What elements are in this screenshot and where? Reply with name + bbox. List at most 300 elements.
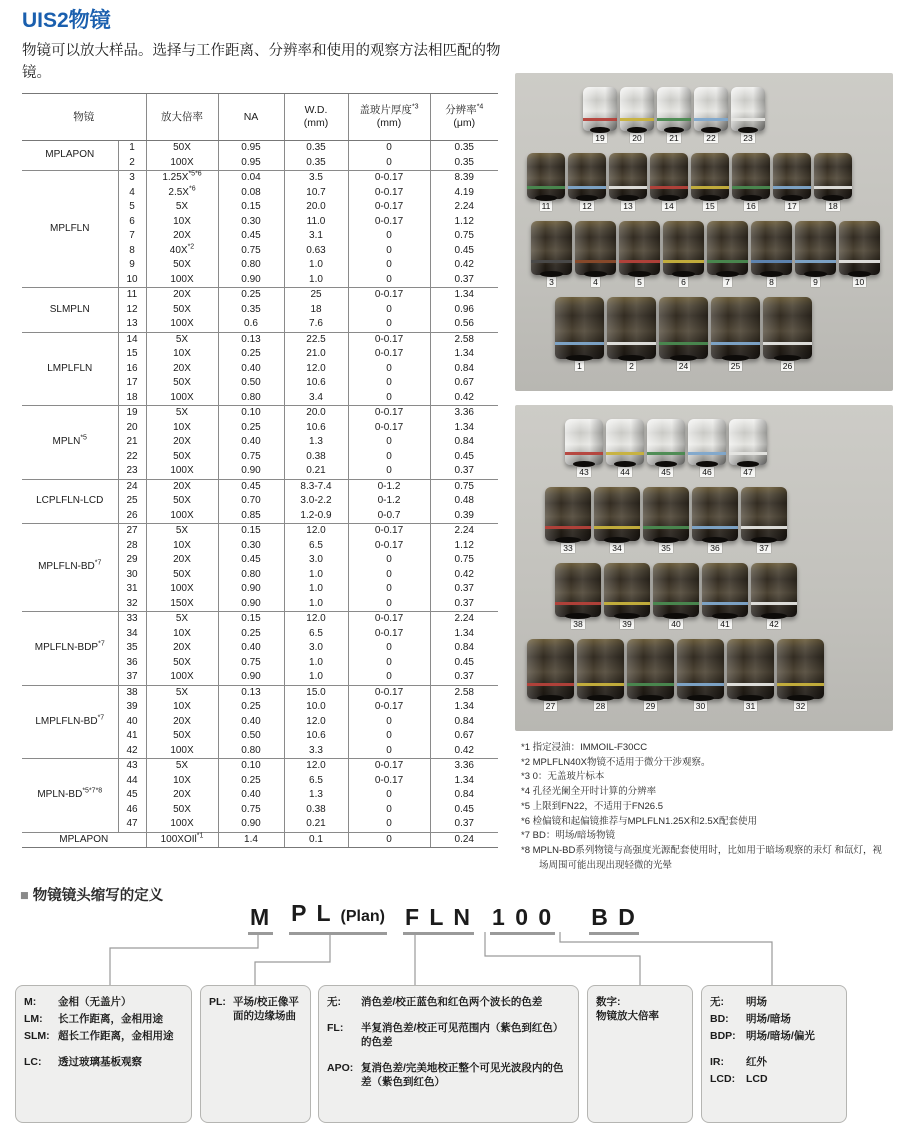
cover-glass-cell: 0-0.17 (348, 171, 430, 186)
cover-glass-cell: 0 (348, 229, 430, 244)
objective-body (707, 221, 748, 275)
objective-number-label: 28 (595, 701, 606, 711)
abbreviation-term: SLM: (24, 1030, 50, 1042)
footnote: *2 MPLFLN40X物镜不适用于微分干涉观察。 (521, 756, 711, 768)
na-cell: 0.40 (218, 788, 284, 803)
cover-glass-cell: 0-0.7 (348, 509, 430, 524)
cover-glass-cell: 0-0.17 (348, 406, 430, 421)
cover-glass-cell: 0 (348, 258, 430, 273)
resolution-cell: 0.37 (430, 582, 498, 597)
resolution-cell: 8.39 (430, 171, 498, 186)
abbreviation-definition: 透过玻璃基板观察 (58, 1056, 142, 1068)
resolution-cell: 1.34 (430, 421, 498, 436)
objective-lens (620, 87, 654, 143)
magnification-cell: 10X (146, 774, 218, 789)
color-band (609, 186, 647, 189)
footnote: *7 BD：明场/暗场物镜 (521, 830, 615, 842)
objective-number-label: 46 (702, 467, 712, 477)
wd-cell: 3.3 (284, 744, 348, 759)
objective-lens (795, 221, 836, 287)
magnification-cell: 50X (146, 450, 218, 465)
objective-lens (619, 221, 660, 287)
wd-cell: 20.0 (284, 200, 348, 215)
objective-lens (575, 221, 616, 287)
na-cell: 0.08 (218, 186, 284, 201)
wd-cell: 10.6 (284, 376, 348, 391)
row-number: 47 (118, 817, 146, 832)
objective-group-name: MPLFLN (22, 171, 118, 288)
color-band (627, 683, 674, 686)
footnotes-list (521, 741, 887, 873)
magnification-cell: 100X (146, 509, 218, 524)
table-row (22, 759, 498, 774)
objective-number-label: 30 (695, 701, 706, 711)
resolution-cell: 2.58 (430, 332, 498, 347)
resolution-cell: 0.37 (430, 670, 498, 685)
objective-number-label: 23 (743, 133, 753, 143)
abbreviation-definition: 半复消色差/校正可见范围内（紫色到红色）的色差 (361, 1022, 564, 1048)
magnification-cell: 20X (146, 362, 218, 377)
cover-glass-cell: 0-0.17 (348, 200, 430, 215)
resolution-cell: 0.37 (430, 597, 498, 612)
objective-number-label: 5 (637, 277, 642, 287)
objective-lens (606, 419, 644, 477)
magnification-cell: 50X (146, 494, 218, 509)
row-number: 14 (118, 332, 146, 347)
objective-number-label: 6 (681, 277, 686, 287)
table-header-row (22, 94, 498, 141)
resolution-cell: 0.48 (430, 494, 498, 509)
resolution-cell: 0.37 (430, 464, 498, 479)
row-number: 7 (118, 229, 146, 244)
color-band (575, 260, 616, 263)
objective-lens (657, 87, 691, 143)
objective-body (555, 297, 604, 359)
abbreviation-box (200, 985, 311, 1123)
objective-lens (773, 153, 811, 211)
objective-number-label: 9 (813, 277, 818, 287)
right-column (515, 73, 893, 873)
objective-body (795, 221, 836, 275)
abbreviation-box (587, 985, 693, 1123)
row-number: 28 (118, 539, 146, 554)
magnification-cell: 20X (146, 229, 218, 244)
cover-glass-cell: 0-0.17 (348, 539, 430, 554)
resolution-cell: 0.35 (430, 141, 498, 156)
code-segment: 1 0 0 (490, 904, 555, 935)
objective-group-name: MPLFLN-BD$^{*7}$ (22, 524, 118, 612)
row-number: 23 (118, 464, 146, 479)
objective-lens (751, 221, 792, 287)
cover-glass-cell: 0 (348, 788, 430, 803)
objective-body (606, 419, 644, 465)
objective-body (727, 639, 774, 699)
magnification-cell: 10X (146, 700, 218, 715)
resolution-cell: 0.39 (430, 509, 498, 524)
objective-lens (545, 487, 591, 553)
color-band (653, 602, 699, 605)
objective-number-label: 33 (563, 543, 573, 553)
abbreviation-heading: ■ 物镜镜头缩写的定义 (20, 888, 164, 904)
objective-number-label: 45 (661, 467, 671, 477)
row-number: 18 (118, 391, 146, 406)
color-band (545, 526, 591, 529)
objective-body (620, 87, 654, 131)
wd-cell: 1.0 (284, 670, 348, 685)
row-number: 17 (118, 376, 146, 391)
color-band (657, 118, 691, 121)
row-number: 38 (118, 685, 146, 700)
objective-number-label: 11 (541, 201, 551, 211)
wd-cell: 1.0 (284, 582, 348, 597)
row-number: 44 (118, 774, 146, 789)
objective-group-name: LMPLFLN-BD$^{*7}$ (22, 685, 118, 759)
connector-lines (0, 932, 900, 986)
magnification-cell: 5X (146, 332, 218, 347)
na-cell: 0.25 (218, 700, 284, 715)
magnification-cell: 10X (146, 627, 218, 642)
wd-cell: 6.5 (284, 774, 348, 789)
cover-glass-cell: 0 (348, 141, 430, 156)
abbreviation-definition: 超长工作距离，金相用途 (58, 1030, 174, 1042)
objective-body (777, 639, 824, 699)
color-band (527, 186, 565, 189)
cover-glass-cell: 0-0.17 (348, 524, 430, 539)
cover-glass-cell: 0 (348, 832, 430, 848)
objectives-photo-bottom (515, 405, 893, 731)
row-number: 9 (118, 258, 146, 273)
na-cell: 0.6 (218, 317, 284, 332)
cover-glass-cell: 0 (348, 303, 430, 318)
color-band (663, 260, 704, 263)
objective-number-label: 26 (782, 361, 793, 371)
color-band (594, 526, 640, 529)
magnification-cell: $40X^{*2}$ (146, 244, 218, 259)
cover-glass-cell: 0-0.17 (348, 215, 430, 230)
objective-body (619, 221, 660, 275)
abbreviation-term: LC: (24, 1056, 42, 1068)
color-band (692, 526, 738, 529)
resolution-cell: 0.84 (430, 715, 498, 730)
objective-body (555, 563, 601, 617)
wd-cell: 1.3 (284, 788, 348, 803)
objective-number-label: 10 (854, 277, 865, 287)
cover-glass-cell: 0 (348, 553, 430, 568)
row-number: 20 (118, 421, 146, 436)
col-header-na: NA (218, 94, 284, 141)
magnification-cell: 20X (146, 435, 218, 450)
wd-cell: 22.5 (284, 332, 348, 347)
abbreviation-entry (24, 995, 183, 1009)
objective-body (732, 153, 770, 199)
objective-number-label: 35 (661, 543, 671, 553)
color-band (839, 260, 880, 263)
objective-body (763, 297, 812, 359)
wd-cell: 1.0 (284, 597, 348, 612)
cover-glass-cell: 0 (348, 597, 430, 612)
objective-lens (527, 639, 574, 711)
abbreviation-definition: 明场/暗场/偏光 (746, 1030, 815, 1042)
magnification-cell: 20X (146, 715, 218, 730)
magnification-cell: 50X (146, 656, 218, 671)
na-cell: 0.13 (218, 685, 284, 700)
objective-lens (568, 153, 606, 211)
objective-body (751, 221, 792, 275)
magnification-cell: 10X (146, 421, 218, 436)
na-cell: 0.75 (218, 656, 284, 671)
magnification-cell: 50X (146, 141, 218, 156)
connector-line (255, 932, 330, 986)
magnification-cell: 50X (146, 729, 218, 744)
objective-body (692, 487, 738, 541)
na-cell: 0.25 (218, 774, 284, 789)
objective-body (839, 221, 880, 275)
color-band (606, 452, 644, 455)
na-cell: 0.13 (218, 332, 284, 347)
cover-glass-cell: 0 (348, 656, 430, 671)
color-band (647, 452, 685, 455)
wd-cell: 1.3 (284, 435, 348, 450)
cover-glass-cell: 0-0.17 (348, 685, 430, 700)
color-band (727, 683, 774, 686)
row-number: 22 (118, 450, 146, 465)
na-cell: 0.10 (218, 759, 284, 774)
abbreviation-entry (327, 1061, 570, 1089)
row-number: 5 (118, 200, 146, 215)
table-row (22, 479, 498, 494)
resolution-cell: 0.67 (430, 729, 498, 744)
na-cell: 0.90 (218, 670, 284, 685)
objective-number-label: 22 (706, 133, 716, 143)
objective-lens (653, 563, 699, 629)
objective-body (711, 297, 760, 359)
objective-lens (741, 487, 787, 553)
magnification-cell: 100X (146, 273, 218, 288)
resolution-cell: 0.84 (430, 362, 498, 377)
objective-body (531, 221, 572, 275)
abbreviation-box (318, 985, 579, 1123)
resolution-cell: 1.34 (430, 288, 498, 303)
col-header-magnification: 放大倍率 (146, 94, 218, 141)
objective-body (659, 297, 708, 359)
objective-lens (691, 153, 729, 211)
row-number: 37 (118, 670, 146, 685)
cover-glass-cell: 0 (348, 744, 430, 759)
abbreviation-term: 无: (710, 996, 724, 1008)
abbreviation-definition: 长工作距离，金相用途 (58, 1013, 163, 1025)
na-cell: 0.45 (218, 479, 284, 494)
magnification-cell: 100X (146, 317, 218, 332)
magnification-cell: 20X (146, 788, 218, 803)
color-band (643, 526, 689, 529)
row-number: 1 (118, 141, 146, 156)
row-number: 11 (118, 288, 146, 303)
color-band (731, 118, 765, 121)
na-cell: 0.45 (218, 229, 284, 244)
abbreviation-entry (327, 995, 570, 1009)
color-band (583, 118, 617, 121)
connector-line (110, 932, 258, 986)
objective-lens (839, 221, 880, 287)
magnification-cell: 100X (146, 156, 218, 171)
wd-cell: 12.0 (284, 362, 348, 377)
wd-cell: 10.6 (284, 729, 348, 744)
objective-code (248, 900, 639, 935)
na-cell: 0.40 (218, 435, 284, 450)
resolution-cell: 0.84 (430, 788, 498, 803)
objective-number-label: 29 (645, 701, 656, 711)
color-band (795, 260, 836, 263)
abbreviation-term: APO: (327, 1062, 354, 1074)
na-cell: 0.70 (218, 494, 284, 509)
objective-lens (594, 487, 640, 553)
row-number: 36 (118, 656, 146, 671)
wd-cell: 1.2-0.9 (284, 509, 348, 524)
na-cell: 0.50 (218, 376, 284, 391)
na-cell: 0.45 (218, 553, 284, 568)
resolution-cell: 2.24 (430, 524, 498, 539)
objective-lens (663, 221, 704, 287)
photo-row (521, 639, 887, 711)
wd-cell: 6.5 (284, 539, 348, 554)
color-band (773, 186, 811, 189)
color-band (729, 452, 767, 455)
na-cell: 0.80 (218, 258, 284, 273)
row-number: 15 (118, 347, 146, 362)
row-number: 19 (118, 406, 146, 421)
row-number: 25 (118, 494, 146, 509)
row-number: 30 (118, 568, 146, 583)
resolution-cell: 0.75 (430, 479, 498, 494)
wd-cell: 0.35 (284, 141, 348, 156)
wd-cell: 10.7 (284, 186, 348, 201)
magnification-cell: 10X (146, 539, 218, 554)
objectives-table-body (22, 141, 498, 848)
abbreviation-entry (24, 1012, 183, 1026)
cover-glass-cell: 0 (348, 641, 430, 656)
objective-lens (731, 87, 765, 143)
cover-glass-cell: 0-0.17 (348, 347, 430, 362)
objective-lens (565, 419, 603, 477)
objective-body (731, 87, 765, 131)
objective-lens (531, 221, 572, 287)
abbreviation-box (15, 985, 192, 1123)
resolution-cell: 0.45 (430, 244, 498, 259)
cover-glass-cell: 0 (348, 803, 430, 818)
color-band (732, 186, 770, 189)
footnote: *5 上限到FN22，不适用于FN26.5 (521, 800, 664, 812)
footnote: *1 指定浸油：IMMOIL-F30CC (521, 742, 648, 753)
resolution-cell: 2.24 (430, 612, 498, 627)
cover-glass-cell: 0 (348, 435, 430, 450)
wd-cell: 0.38 (284, 803, 348, 818)
magnification-cell: 100X (146, 817, 218, 832)
resolution-cell: 0.96 (430, 303, 498, 318)
cover-glass-cell: 0 (348, 670, 430, 685)
resolution-cell: 1.34 (430, 347, 498, 362)
objectives-photo-top (515, 73, 893, 391)
wd-cell: 3.5 (284, 171, 348, 186)
intro-text: 物镜可以放大样品。选择与工作距离、分辨率和使用的观察方法相匹配的物镜。 (22, 43, 501, 82)
wd-cell: 3.4 (284, 391, 348, 406)
row-number: 33 (118, 612, 146, 627)
cover-glass-cell: 0-0.17 (348, 759, 430, 774)
na-cell: 0.30 (218, 539, 284, 554)
objective-lens (711, 297, 760, 371)
row-number: 34 (118, 627, 146, 642)
objective-number-label: 27 (545, 701, 556, 711)
resolution-cell: 0.42 (430, 391, 498, 406)
abbreviation-entry (24, 1029, 183, 1043)
objective-number-label: 43 (579, 467, 589, 477)
abbreviation-entry (710, 1055, 838, 1069)
objective-lens (727, 639, 774, 711)
color-band (814, 186, 852, 189)
abbreviation-entry (596, 995, 684, 1023)
na-cell: 0.10 (218, 406, 284, 421)
row-number: 21 (118, 435, 146, 450)
row-number: 26 (118, 509, 146, 524)
wd-cell: 0.38 (284, 450, 348, 465)
resolution-cell: 3.36 (430, 406, 498, 421)
row-number: 10 (118, 273, 146, 288)
objective-body (650, 153, 688, 199)
na-cell: 0.40 (218, 362, 284, 377)
objective-body (702, 563, 748, 617)
wd-cell: 10.6 (284, 421, 348, 436)
objective-number-label: 32 (795, 701, 806, 711)
objective-number-label: 7 (725, 277, 730, 287)
objective-body (594, 487, 640, 541)
objective-lens (732, 153, 770, 211)
code-segment: B D (589, 904, 639, 935)
na-cell: 0.25 (218, 627, 284, 642)
wd-cell: 3.0 (284, 553, 348, 568)
code-segment: M (248, 904, 273, 935)
row-number: 29 (118, 553, 146, 568)
objective-lens (777, 639, 824, 711)
magnification-cell: 100X (146, 582, 218, 597)
wd-cell: 7.6 (284, 317, 348, 332)
magnification-cell: 100XOIl$^{*1}$ (146, 832, 218, 848)
table-row (22, 171, 498, 186)
objective-lens (692, 487, 738, 553)
wd-cell: 3.0 (284, 641, 348, 656)
photo-row (521, 297, 887, 371)
magnification-cell: 5X (146, 612, 218, 627)
resolution-cell: 1.34 (430, 627, 498, 642)
objective-lens (650, 153, 688, 211)
resolution-cell: 0.45 (430, 450, 498, 465)
cover-glass-cell: 0-1.2 (348, 479, 430, 494)
wd-cell: 18 (284, 303, 348, 318)
footnote: *3 0：无盖玻片标本 (521, 771, 605, 783)
objective-body (647, 419, 685, 465)
cover-glass-cell: 0-0.17 (348, 288, 430, 303)
color-band (702, 602, 748, 605)
resolution-cell: 0.24 (430, 832, 498, 848)
objective-body (729, 419, 767, 465)
objective-group-name: MPLAPON (22, 141, 118, 171)
objective-number-label: 36 (710, 543, 720, 553)
magnification-cell: 50X (146, 376, 218, 391)
cover-glass-cell: 0 (348, 817, 430, 832)
color-band (659, 342, 708, 345)
photo-row (521, 563, 887, 629)
row-number: 24 (118, 479, 146, 494)
objective-body (773, 153, 811, 199)
table-row (22, 141, 498, 156)
